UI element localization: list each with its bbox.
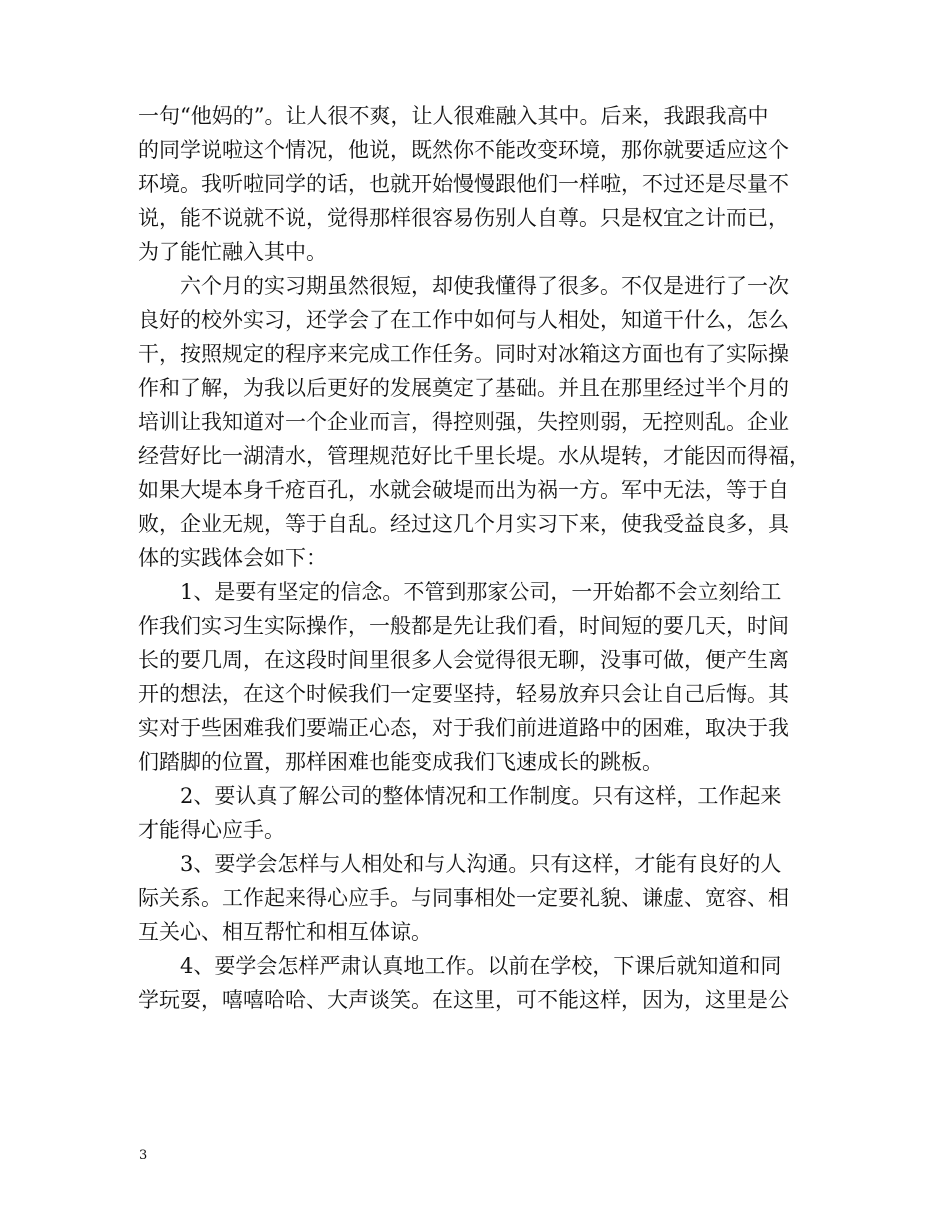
text-line: 长的要几周，在这段时间里很多人会觉得很无聊，没事可做，便产生离: [138, 648, 789, 672]
text-line: 为了能忙融入其中。: [138, 240, 327, 264]
paragraph-first-line: 2、要认真了解公司的整体情况和工作制度。只有这样，工作起来: [180, 784, 782, 808]
text-line: 学玩耍，嘻嘻哈哈、大声谈笑。在这里，可不能这样，因为，这里是公: [138, 988, 789, 1012]
text-line: 才能得心应手。: [138, 818, 285, 842]
text-line: 开的想法，在这个时候我们一定要坚持，轻易放弃只会让自己后悔。其: [138, 682, 789, 706]
text-line: 说，能不说就不说，觉得那样很容易伤别人自尊。只是权宜之计而已，: [138, 206, 789, 230]
text-line: 们踏脚的位置，那样困难也能变成我们飞速成长的跳板。: [138, 750, 663, 774]
text-line: 体的实践体会如下：: [138, 546, 327, 570]
text-line: 际关系。工作起来得心应手。与同事相处一定要礼貌、谦虚、宽容、相: [138, 886, 789, 910]
text-line: 培训让我知道对一个企业而言，得控则强，失控则弱，无控则乱。企业: [138, 410, 789, 434]
text-line: 良好的校外实习，还学会了在工作中如何与人相处，知道干什么，怎么: [138, 308, 789, 332]
text-line: 作我们实习生实际操作，一般都是先让我们看，时间短的要几天，时间: [138, 614, 789, 638]
text-line: 一句“他妈的”。让人很不爽，让人很难融入其中。后来，我跟我高中: [138, 104, 769, 128]
text-line: 实对于些困难我们要端正心态，对于我们前进道路中的困难，取决于我: [138, 716, 789, 740]
text-line: 如果大堤本身千疮百孔，水就会破堤而出为祸一方。军中无法，等于自: [138, 478, 789, 502]
text-line: 互关心、相互帮忙和相互体谅。: [138, 920, 432, 944]
page-number: 3: [139, 1148, 148, 1163]
text-line: 作和了解，为我以后更好的发展奠定了基础。并且在那里经过半个月的: [138, 376, 789, 400]
paragraph-first-line: 1、是要有坚定的信念。不管到那家公司，一开始都不会立刻给工: [180, 580, 782, 604]
text-line: 干，按照规定的程序来完成工作任务。同时对冰箱这方面也有了实际操: [138, 342, 789, 366]
body-text: [138, 99, 828, 1017]
paragraph-first-line: 4、要学会怎样严肃认真地工作。以前在学校，下课后就知道和同: [180, 954, 782, 978]
paragraph-first-line: 3、要学会怎样与人相处和与人沟通。只有这样，才能有良好的人: [180, 852, 782, 876]
text-line: 的同学说啦这个情况，他说，既然你不能改变环境，那你就要适应这个: [138, 138, 789, 162]
text-line: 环境。我听啦同学的话，也就开始慢慢跟他们一样啦，不过还是尽量不: [138, 172, 789, 196]
text-line: 败，企业无规，等于自乱。经过这几个月实习下来，使我受益良多，具: [138, 512, 789, 536]
text-line: 经营好比一湖清水，管理规范好比千里长堤。水从堤转，才能因而得福，: [138, 444, 810, 468]
paragraph-first-line: 六个月的实习期虽然很短，却使我懂得了很多。不仅是进行了一次: [180, 274, 789, 298]
